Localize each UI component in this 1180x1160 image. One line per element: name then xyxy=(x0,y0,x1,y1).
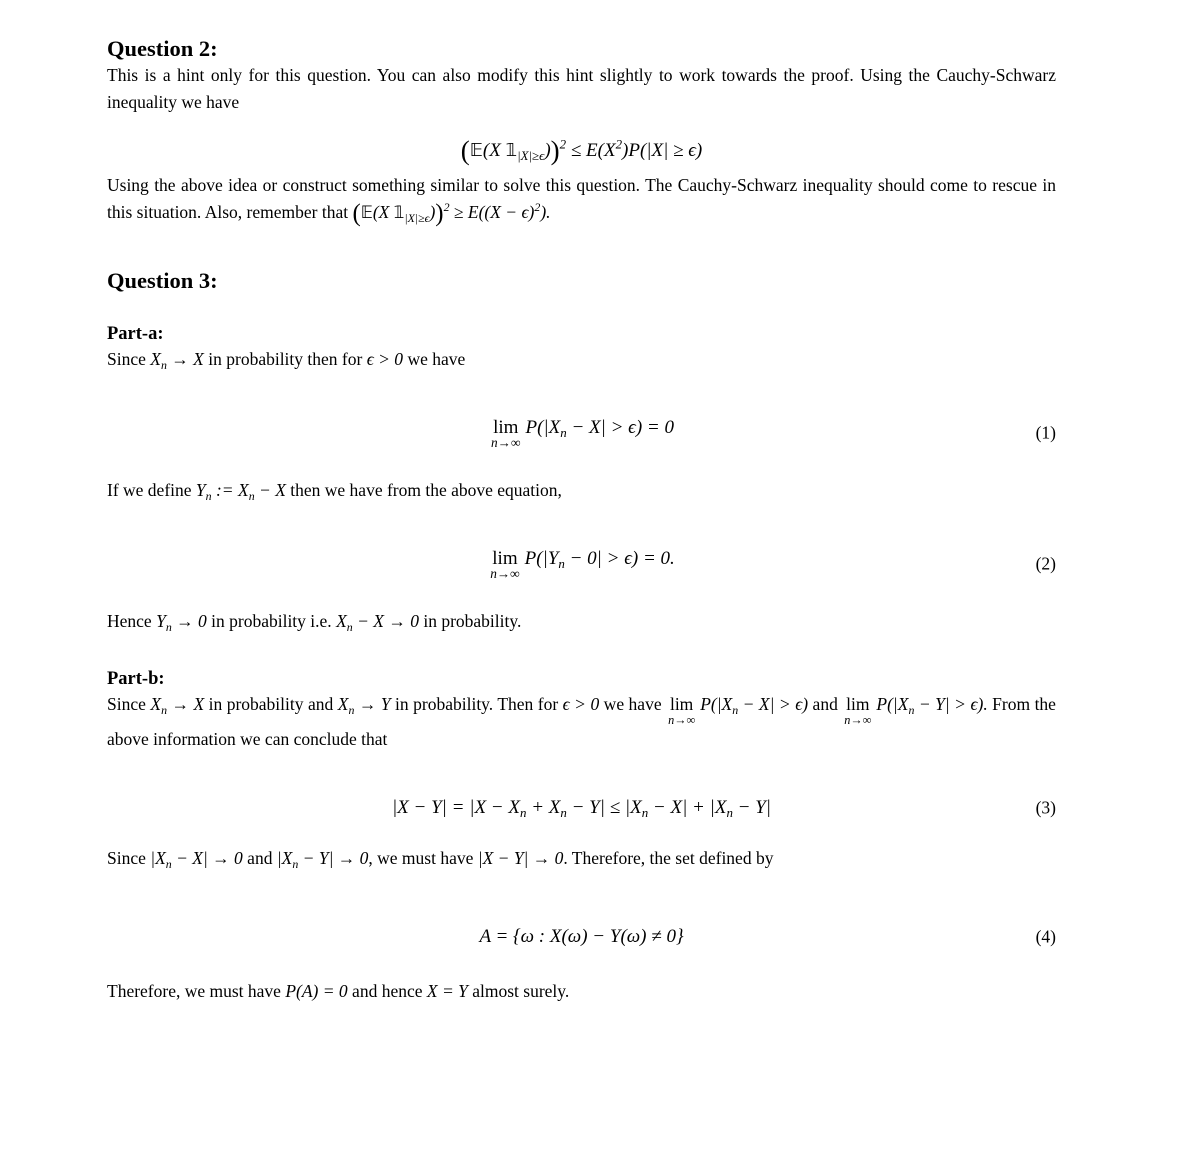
math-run: ≤ E(X xyxy=(566,140,616,161)
subscript: n xyxy=(160,357,167,372)
math-run: − Y| → 0 xyxy=(298,848,369,868)
subscript: n xyxy=(560,425,567,441)
math-run: )P(|X| ≥ ϵ) xyxy=(622,140,703,161)
equation-number: (2) xyxy=(1035,553,1056,574)
superscript: 2 xyxy=(615,136,623,152)
math-run: − X| + |X xyxy=(648,797,727,818)
question-3-heading: Question 3: xyxy=(107,268,218,293)
text-run: in probability. xyxy=(418,611,522,631)
partb-intro xyxy=(107,691,1056,753)
math-run: ) xyxy=(544,140,551,161)
subscript: n xyxy=(732,702,739,717)
question-2-heading: Question 2: xyxy=(107,36,218,61)
subscript: n xyxy=(205,488,212,503)
equation-number: (4) xyxy=(1035,926,1056,947)
equation-body xyxy=(479,926,683,948)
q2-paragraph-1: This is a hint only for this question. You can also modify this hint slightly to work towards the proof. Using the Cauchy-Schwarz inequality we have xyxy=(107,65,1056,112)
math-run: ). xyxy=(540,202,551,222)
limit-operator xyxy=(844,695,871,726)
limit-operator xyxy=(490,549,519,580)
lim-subscript: n→∞ xyxy=(491,435,521,450)
math-run: P(|Y xyxy=(524,548,559,569)
superscript: 2 xyxy=(559,136,567,152)
limit-operator xyxy=(668,695,695,726)
text-run: and hence xyxy=(347,981,427,1001)
text-run: then we have from the above equation, xyxy=(285,480,562,500)
math-run: P(|X xyxy=(700,694,733,714)
equation-2 xyxy=(107,548,1056,580)
text-run: we have xyxy=(599,694,667,714)
text-run: Hence xyxy=(107,611,157,631)
lim-word: lim xyxy=(669,694,694,714)
subscript: n xyxy=(161,702,168,717)
text-run: and xyxy=(808,694,843,714)
subscript: n xyxy=(560,805,567,821)
text-run: and xyxy=(242,848,277,868)
equation-4 xyxy=(107,926,1056,948)
equation-body xyxy=(489,417,674,449)
math-run: |X xyxy=(276,848,293,868)
equation-body xyxy=(488,548,675,580)
subscript: n xyxy=(558,556,565,572)
right-big-paren: ) xyxy=(550,135,560,166)
subscript: n xyxy=(908,702,915,717)
parta-intro xyxy=(107,346,1056,373)
text-run: in probability then for xyxy=(203,349,367,369)
math-run: |X xyxy=(150,848,166,868)
text-run: we have xyxy=(403,349,466,369)
text-run: . Therefore, the set defined by xyxy=(563,848,774,868)
q2-hint-equation xyxy=(107,135,1056,166)
math-run: − Y| ≤ |X xyxy=(566,797,642,818)
text-run: Since xyxy=(107,349,151,369)
subscript: |X|≥ϵ xyxy=(517,148,545,164)
math-run: X xyxy=(337,694,349,714)
limit-operator xyxy=(491,418,520,449)
math-run: Y xyxy=(156,611,166,631)
indicator-one-symbol: 𝟙 xyxy=(505,140,518,161)
math-run: P(|X xyxy=(525,417,561,438)
math-run: − X → 0 xyxy=(352,611,419,631)
math-run: P(A) = 0 xyxy=(285,981,348,1001)
math-run: Y xyxy=(195,480,206,500)
text-run: Using the above idea or construct something similar to solve this question. The Cauchy-Schwarz inequality should come to rescue in this situation. Also, remember that xyxy=(107,175,1056,222)
equation-1 xyxy=(107,417,1056,449)
blackboard-E-symbol: 𝔼 xyxy=(469,140,483,161)
q2-paragraph-2 xyxy=(107,172,1056,226)
part-b-label: Part-b: xyxy=(107,669,165,689)
math-run: − Y| > ϵ). xyxy=(914,694,988,714)
math-run: P(|X xyxy=(876,694,909,714)
superscript: 2 xyxy=(534,200,541,215)
math-run: (X xyxy=(482,140,506,161)
math-run: X = Y xyxy=(426,981,468,1001)
blackboard-E-symbol: 𝔼 xyxy=(360,203,373,222)
math-run: ϵ > 0 xyxy=(366,349,404,369)
math-run: |X − Y| = |X − X xyxy=(391,797,520,818)
text-run: in probability. Then for xyxy=(390,694,563,714)
subscript: n xyxy=(346,619,353,634)
subscript: n xyxy=(165,619,172,634)
part-a-label: Part-a: xyxy=(107,324,164,344)
subscript: n xyxy=(248,488,255,503)
math-run: ) xyxy=(429,202,436,222)
subscript: n xyxy=(165,856,172,871)
inline-math xyxy=(352,200,551,228)
math-run: X xyxy=(336,611,347,631)
math-run: → Y xyxy=(354,694,391,714)
lim-word: lim xyxy=(846,694,870,714)
text-run: in probability i.e. xyxy=(206,611,337,631)
math-run: (X xyxy=(372,202,394,222)
subscript: n xyxy=(348,702,355,717)
math-run: → 0 xyxy=(171,611,207,631)
text-run: Since xyxy=(107,694,151,714)
lim-subscript: n→∞ xyxy=(490,566,520,581)
math-run: ≥ E((X − ϵ) xyxy=(449,202,535,222)
subscript: n xyxy=(519,805,527,821)
math-run: → X xyxy=(167,694,205,714)
math-run: − X| → 0 xyxy=(171,848,243,868)
parta-hence xyxy=(107,608,1056,635)
math-run: + X xyxy=(526,797,561,818)
partb-conclusion xyxy=(107,978,1056,1005)
math-run: − Y| xyxy=(732,797,772,818)
equation-number: (3) xyxy=(1035,797,1056,818)
parta-define xyxy=(107,477,1056,504)
lim-subscript: n→∞ xyxy=(668,713,696,727)
math-run: → X xyxy=(166,349,204,369)
left-big-paren: ( xyxy=(460,135,470,166)
lim-word: lim xyxy=(493,417,519,438)
text-run: Therefore, we must have xyxy=(107,981,286,1001)
indicator-one-symbol: 𝟙 xyxy=(393,203,405,222)
equation-body xyxy=(392,797,771,819)
superscript: 2 xyxy=(443,200,450,215)
partb-since xyxy=(107,845,1056,872)
subscript: n xyxy=(726,805,733,821)
text-run: almost surely. xyxy=(467,981,570,1001)
right-big-paren: ) xyxy=(435,200,444,228)
equation-number: (1) xyxy=(1035,422,1056,443)
math-run: − X| > ϵ) xyxy=(738,694,809,714)
left-big-paren: ( xyxy=(352,200,361,228)
text-run: , we must have xyxy=(368,848,478,868)
equation-body xyxy=(460,135,703,166)
lim-subscript: n→∞ xyxy=(844,713,872,727)
math-run: |X − Y| → 0 xyxy=(477,848,564,868)
math-run: A = {ω : X(ω) − Y(ω) ≠ 0} xyxy=(479,926,684,947)
subscript: n xyxy=(641,805,649,821)
math-run: X xyxy=(150,349,161,369)
text-run: in probability and xyxy=(204,694,338,714)
lim-word: lim xyxy=(492,548,518,569)
math-run: X xyxy=(150,694,162,714)
math-run: − X xyxy=(254,480,286,500)
subscript: |X|≥ϵ xyxy=(404,210,430,225)
math-run: − X| > ϵ) = 0 xyxy=(566,417,674,438)
math-run: := X xyxy=(211,480,249,500)
subscript: n xyxy=(292,856,299,871)
math-run: ϵ > 0 xyxy=(562,694,600,714)
text-run: From the above information we can conclude that xyxy=(107,694,1056,749)
math-run: − 0| > ϵ) = 0. xyxy=(564,548,675,569)
equation-3 xyxy=(107,797,1056,819)
text-run: If we define xyxy=(107,480,196,500)
text-run: Since xyxy=(107,848,151,868)
